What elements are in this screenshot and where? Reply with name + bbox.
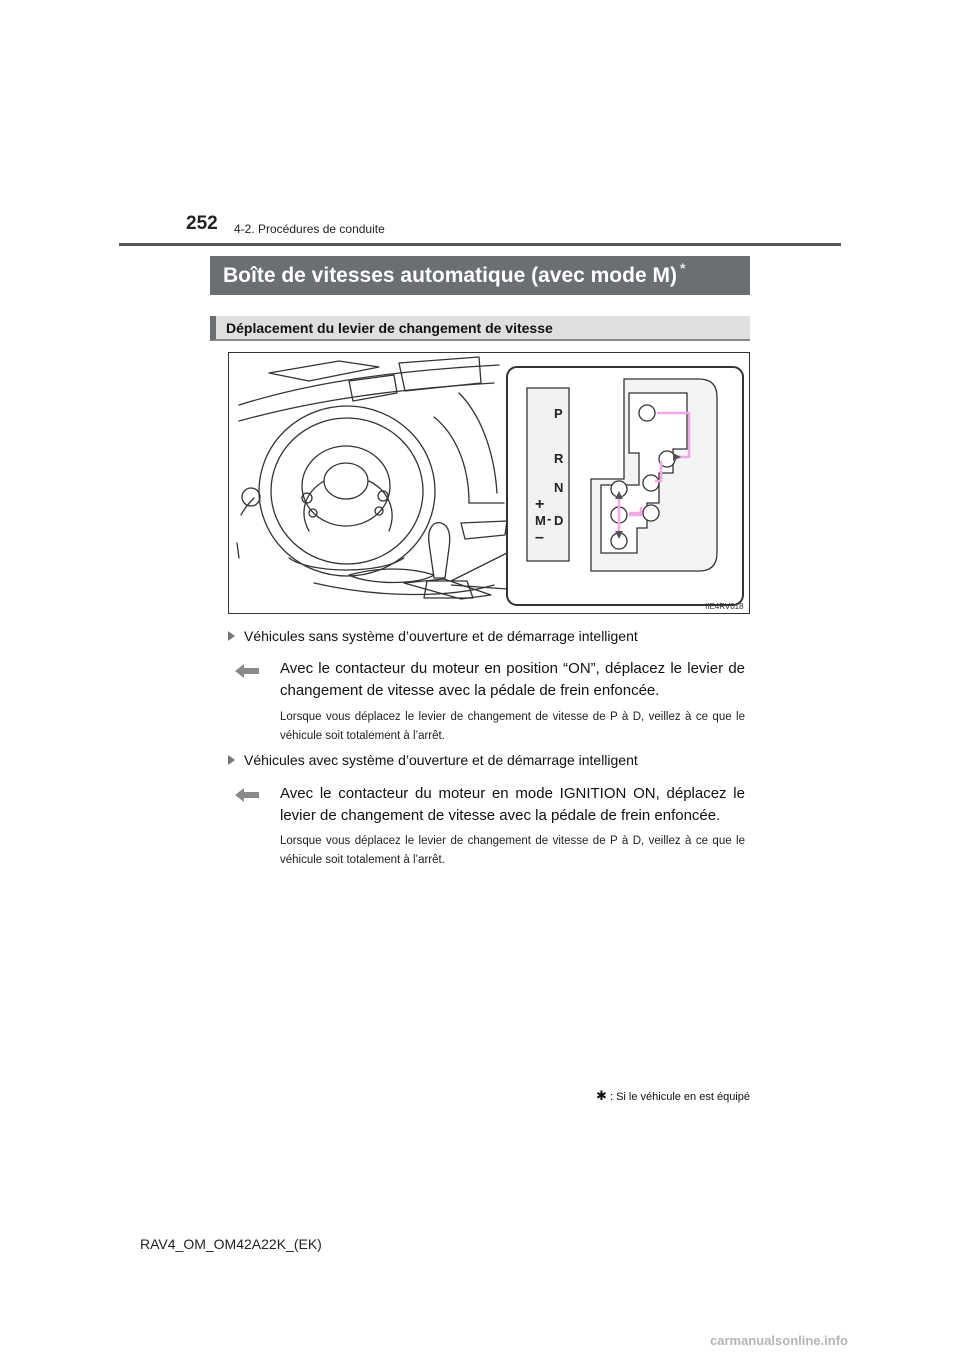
- indicator-strip: [527, 388, 569, 561]
- header-divider: [119, 243, 841, 246]
- illustration-svg: [229, 353, 749, 613]
- label-dash: -: [547, 511, 552, 526]
- footnote-text: : Si le véhicule en est équipé: [609, 1091, 750, 1103]
- instruction-text: Avec le contacteur du moteur en position “ON”, déplacez le levier de changement de vitesse avec la pédale de frein enfoncée.: [280, 660, 745, 699]
- footnote: [560, 1088, 750, 1104]
- label-n: N: [554, 480, 564, 495]
- bullet-triangle-icon: [228, 631, 235, 641]
- watermark: carmanualsonline.info: [710, 1333, 848, 1348]
- label-r: R: [554, 451, 564, 466]
- label-minus: –: [535, 529, 544, 546]
- left-arrow-icon: [235, 788, 259, 802]
- figure-code: IIE4RV018: [705, 602, 744, 611]
- label-p: P: [554, 406, 563, 421]
- label-m: M: [535, 513, 546, 528]
- condition-heading-text: Véhicules avec système d’ouverture et de démarrage intelligent: [244, 752, 638, 768]
- cockpit-drawing: [237, 357, 507, 599]
- shift-lever-illustration: [228, 352, 750, 614]
- label-plus: +: [535, 496, 545, 513]
- caution-note: Lorsque vous déplacez le levier de changement de vitesse de P à D, veillez à ce que le véhicule soit totalement à l’arrêt.: [280, 711, 745, 742]
- label-d: D: [554, 513, 564, 528]
- caution-note: Lorsque vous déplacez le levier de changement de vitesse de P à D, veillez à ce que le véhicule soit totalement à l’arrêt.: [280, 835, 745, 866]
- left-arrow-icon: [235, 664, 259, 678]
- condition-heading-text: Véhicules sans système d’ouverture et de démarrage intelligent: [244, 628, 638, 644]
- page-title-text: Boîte de vitesses automatique (avec mode M): [223, 264, 677, 287]
- section-label: 4-2. Procédures de conduite: [234, 222, 385, 236]
- document-code: RAV4_OM_OM42A22K_(EK): [140, 1236, 322, 1252]
- asterisk-icon: ✱: [596, 1088, 607, 1103]
- page-title: [210, 256, 750, 295]
- condition-heading-with-smart-entry: [228, 752, 638, 768]
- page-number: 252: [186, 213, 218, 234]
- condition-heading-without-smart-entry: [228, 628, 638, 644]
- title-asterisk: *: [679, 260, 686, 276]
- subsection-heading: Déplacement du levier de changement de vitesse: [210, 316, 750, 341]
- bullet-triangle-icon: [228, 755, 235, 765]
- instruction-text: Avec le contacteur du moteur en mode IGNITION ON, déplacez le levier de changement de vitesse avec la pédale de frein enfoncée.: [280, 785, 745, 824]
